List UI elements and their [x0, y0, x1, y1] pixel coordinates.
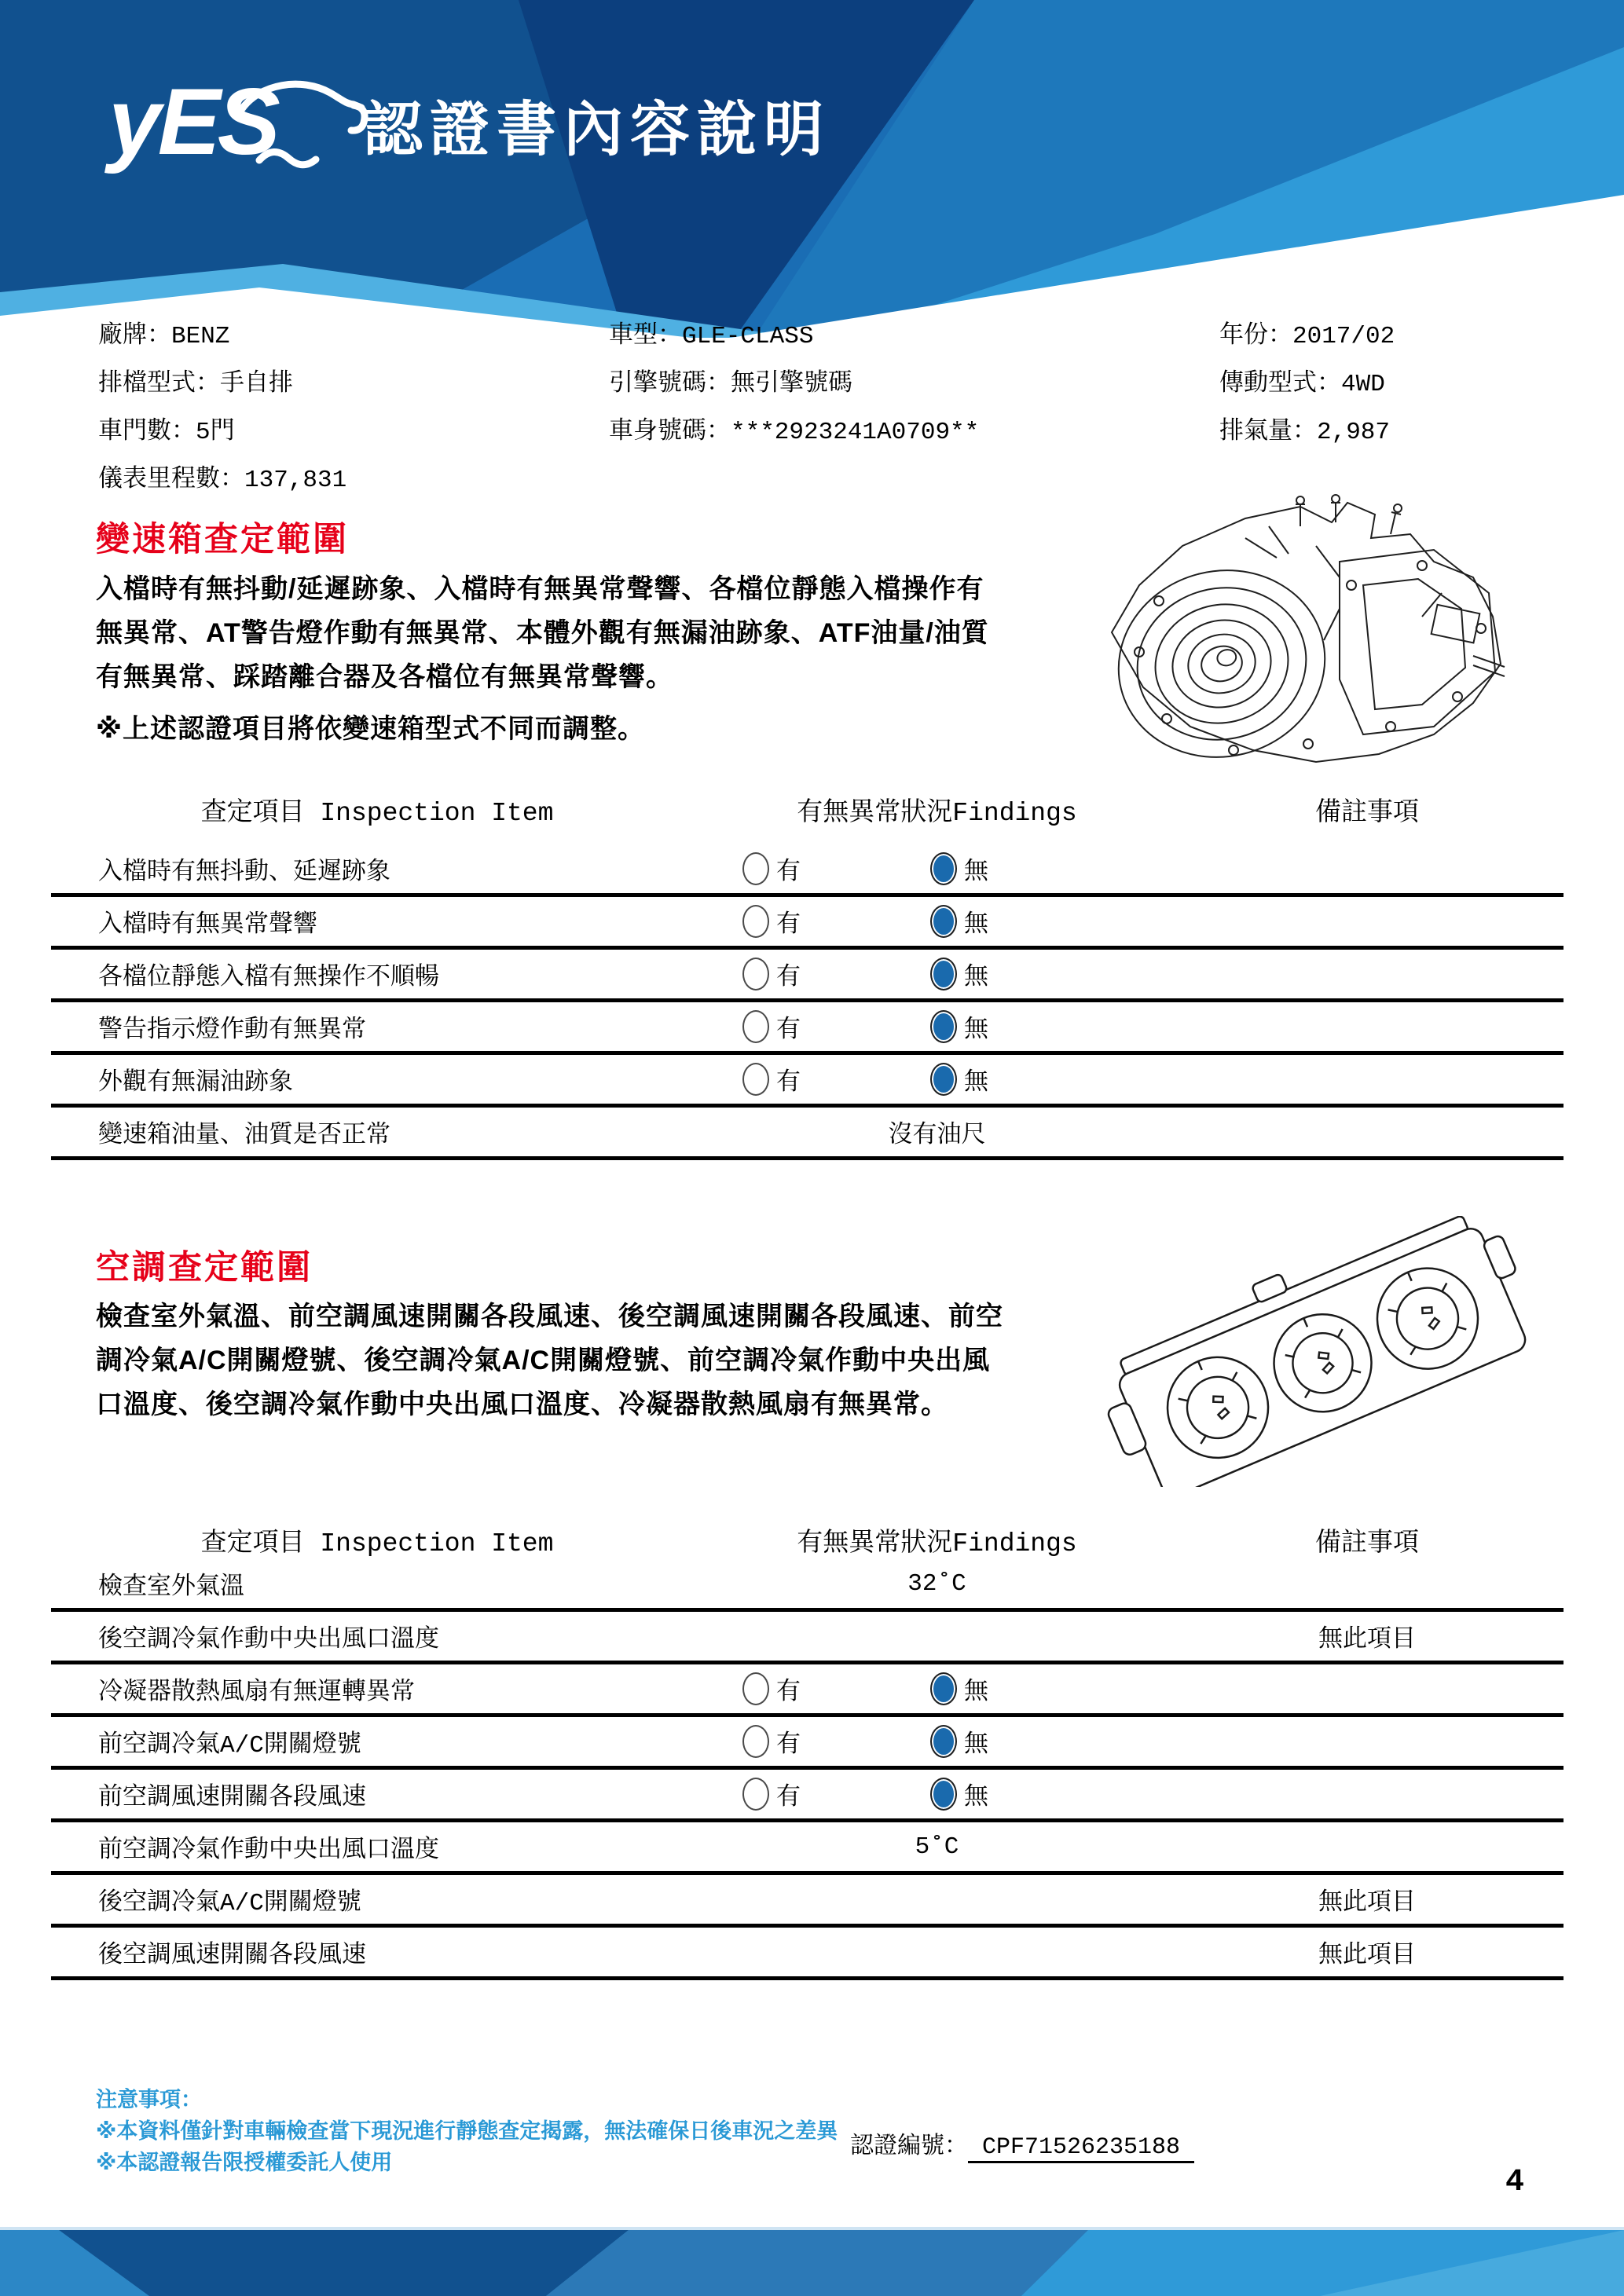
certificate-number-value: CPF71526235188 [968, 2134, 1194, 2163]
item-label: 外觀有無漏油跡象 [98, 1070, 293, 1097]
table-row [51, 1822, 1564, 1875]
col-header-remarks: 備註事項 [1315, 1529, 1419, 1558]
page-title: 認證書內容說明 [363, 97, 830, 163]
footer-banner-art [0, 2227, 1624, 2296]
radio-no-circle-icon[interactable] [930, 852, 957, 885]
table-row [51, 844, 1564, 897]
col-header-item: 查定項目 Inspection Item [200, 798, 554, 828]
item-label: 後空調風速開關各段風速 [98, 1943, 366, 1970]
findings-cell [703, 1009, 1171, 1045]
findings-cell [703, 1671, 1171, 1707]
transmission-table-header [51, 774, 1564, 844]
item-label: 後空調冷氣A/C開關燈號 [98, 1890, 361, 1917]
notice-line: ※本資料僅針對車輛檢查當下現況進行靜態查定揭露，無法確保日後車況之差異 [96, 2119, 838, 2143]
page-number: 4 [1505, 2165, 1525, 2200]
radio-yes[interactable] [742, 1776, 801, 1812]
remarks-cell [1171, 1618, 1564, 1654]
table-row [51, 1612, 1564, 1664]
radio-no-label: 無 [964, 912, 988, 939]
findings-text: 5˚C [915, 1833, 959, 1861]
radio-no-circle-icon[interactable] [930, 1010, 957, 1043]
radio-yes[interactable] [742, 1723, 801, 1760]
vehicle-displacement: 排氣量：2,987 [1219, 419, 1391, 446]
radio-yes[interactable] [742, 1009, 801, 1045]
vehicle-brand: 廠牌：BENZ [98, 323, 230, 350]
vehicle-info-column-3 [1219, 313, 1395, 456]
radio-yes-label: 有 [776, 1785, 801, 1812]
ac-table-header [51, 1520, 1564, 1559]
radio-no[interactable] [930, 1061, 988, 1097]
radio-no[interactable] [930, 851, 988, 887]
radio-no-label: 無 [964, 1679, 988, 1707]
radio-yes-circle-icon[interactable] [742, 1010, 769, 1043]
radio-yes[interactable] [742, 956, 801, 992]
vehicle-year: 年份：2017/02 [1219, 323, 1395, 350]
radio-yes-label: 有 [776, 859, 801, 887]
ac-control-panel-illustration [1088, 1216, 1544, 1487]
radio-yes-circle-icon[interactable] [742, 1725, 769, 1758]
ac-section-title: 空調查定範圍 [96, 1249, 313, 1287]
remarks-cell [1171, 1881, 1564, 1917]
item-label: 入檔時有無抖動、延遲跡象 [98, 859, 390, 887]
findings-cell [703, 1833, 1171, 1861]
radio-no[interactable] [930, 1776, 988, 1812]
radio-yes-label: 有 [776, 1070, 801, 1097]
table-row [51, 1055, 1564, 1108]
ac-description-text: 檢查室外氣溫、前空調風速開關各段風速、後空調風速開關各段風速、前空調冷氣A/C開關燈號、後空調冷氣A/C開關燈號、前空調冷氣作動中央出風口溫度、後空調冷氣作動中央出風口溫度、冷凝器散熱風扇有無異常。 [96, 1302, 1003, 1419]
remark-text: 無此項目 [1318, 1943, 1416, 1970]
remark-text: 無此項目 [1318, 1890, 1416, 1917]
radio-no-circle-icon[interactable] [930, 958, 957, 991]
table-row [51, 950, 1564, 1002]
radio-yes-label: 有 [776, 1732, 801, 1760]
vehicle-mileage: 儀表里程數：137,831 [98, 467, 347, 494]
table-row [51, 1928, 1564, 1980]
radio-no-label: 無 [964, 859, 988, 887]
table-row [51, 1717, 1564, 1770]
table-row [51, 1559, 1564, 1612]
notice-line: ※本認證報告限授權委託人使用 [96, 2151, 393, 2174]
ac-table [51, 1520, 1564, 1980]
item-label: 前空調風速開關各段風速 [98, 1785, 366, 1812]
vehicle-engine-no: 引擎號碼：無引擎號碼 [609, 371, 852, 398]
radio-no[interactable] [930, 1723, 988, 1760]
remark-text: 無此項目 [1318, 1627, 1416, 1654]
radio-no-circle-icon[interactable] [930, 1063, 957, 1096]
findings-text: 沒有油尺 [888, 1122, 986, 1150]
radio-yes[interactable] [742, 1061, 801, 1097]
car-swoosh-icon [237, 69, 371, 179]
notice-title: 注意事項： [96, 2088, 202, 2111]
transmission-section-title: 變速箱查定範圍 [96, 521, 349, 558]
radio-no-label: 無 [964, 1017, 988, 1045]
table-row [51, 1770, 1564, 1822]
findings-cell [703, 956, 1171, 992]
notice-block [96, 2084, 838, 2178]
vehicle-info-column-2 [609, 313, 979, 456]
table-row [51, 897, 1564, 950]
col-header-findings: 有無異常狀況Findings [797, 798, 1077, 828]
item-label: 後空調冷氣作動中央出風口溫度 [98, 1627, 439, 1654]
item-label: 前空調冷氣作動中央出風口溫度 [98, 1837, 439, 1865]
findings-cell [703, 1570, 1171, 1598]
radio-yes-circle-icon[interactable] [742, 852, 769, 885]
yes-logo: yES [108, 69, 277, 174]
radio-yes-circle-icon[interactable] [742, 1778, 769, 1811]
radio-yes[interactable] [742, 1671, 801, 1707]
findings-cell [703, 1061, 1171, 1097]
item-label: 變速箱油量、油質是否正常 [98, 1122, 390, 1150]
col-header-item: 查定項目 Inspection Item [200, 1529, 554, 1558]
item-label: 警告指示燈作動有無異常 [98, 1017, 366, 1045]
radio-no[interactable] [930, 956, 988, 992]
radio-no-circle-icon[interactable] [930, 1672, 957, 1705]
col-header-remarks: 備註事項 [1315, 798, 1419, 828]
transmission-illustration [1065, 491, 1520, 770]
vehicle-vin: 車身號碼：***2923241A0709** [609, 419, 980, 446]
vehicle-drivetrain: 傳動型式：4WD [1219, 371, 1385, 398]
findings-cell [703, 1776, 1171, 1812]
transmission-description-note: ※上述認證項目將依變速箱型式不同而調整。 [96, 714, 646, 744]
radio-no-label: 無 [964, 965, 988, 992]
transmission-section-description [96, 567, 1007, 751]
certificate-number-line [850, 2126, 1194, 2163]
radio-no-circle-icon[interactable] [930, 1778, 957, 1811]
table-row [51, 1108, 1564, 1160]
vehicle-gearbox-type: 排檔型式：手自排 [98, 371, 293, 398]
col-header-findings: 有無異常狀況Findings [797, 1529, 1077, 1558]
findings-cell [703, 1723, 1171, 1760]
vehicle-model: 車型：GLE-CLASS [609, 323, 814, 350]
radio-yes-label: 有 [776, 1017, 801, 1045]
findings-text: 32˚C [907, 1569, 966, 1598]
radio-no-circle-icon[interactable] [930, 1725, 957, 1758]
item-label: 入檔時有無異常聲響 [98, 912, 317, 939]
vehicle-info-column-1 [98, 313, 346, 504]
table-row [51, 1664, 1564, 1717]
findings-cell [703, 851, 1171, 887]
radio-yes[interactable] [742, 851, 801, 887]
table-row [51, 1002, 1564, 1055]
radio-no[interactable] [930, 1009, 988, 1045]
radio-yes[interactable] [742, 903, 801, 939]
radio-no[interactable] [930, 903, 988, 939]
findings-cell [703, 1114, 1171, 1150]
radio-yes-label: 有 [776, 1679, 801, 1707]
radio-yes-label: 有 [776, 912, 801, 939]
item-label: 冷凝器散熱風扇有無運轉異常 [98, 1679, 415, 1707]
vehicle-doors: 車門數：5門 [98, 419, 235, 446]
transmission-description-text: 入檔時有無抖動/延遲跡象、入檔時有無異常聲響、各檔位靜態入檔操作有無異常、AT警告燈作動有無異常、本體外觀有無漏油跡象、ATF油量/油質有無異常、踩踏離合器及各檔位有無異常聲響。 [96, 574, 989, 692]
certificate-number-label: 認證編號： [850, 2134, 968, 2161]
radio-no-circle-icon[interactable] [930, 905, 957, 938]
table-row [51, 1875, 1564, 1928]
radio-no-label: 無 [964, 1070, 988, 1097]
radio-no-label: 無 [964, 1785, 988, 1812]
radio-yes-circle-icon[interactable] [742, 1063, 769, 1096]
item-label: 各檔位靜態入檔有無操作不順暢 [98, 965, 439, 992]
radio-no-label: 無 [964, 1732, 988, 1760]
radio-yes-label: 有 [776, 965, 801, 992]
remarks-cell [1171, 1934, 1564, 1970]
item-label: 前空調冷氣A/C開關燈號 [98, 1732, 361, 1760]
transmission-table [51, 774, 1564, 1160]
ac-section-description [96, 1294, 1007, 1426]
radio-yes-circle-icon[interactable] [742, 905, 769, 938]
item-label: 檢查室外氣溫 [98, 1574, 244, 1602]
findings-cell [703, 903, 1171, 939]
radio-yes-circle-icon[interactable] [742, 1672, 769, 1705]
radio-no[interactable] [930, 1671, 988, 1707]
radio-yes-circle-icon[interactable] [742, 958, 769, 991]
